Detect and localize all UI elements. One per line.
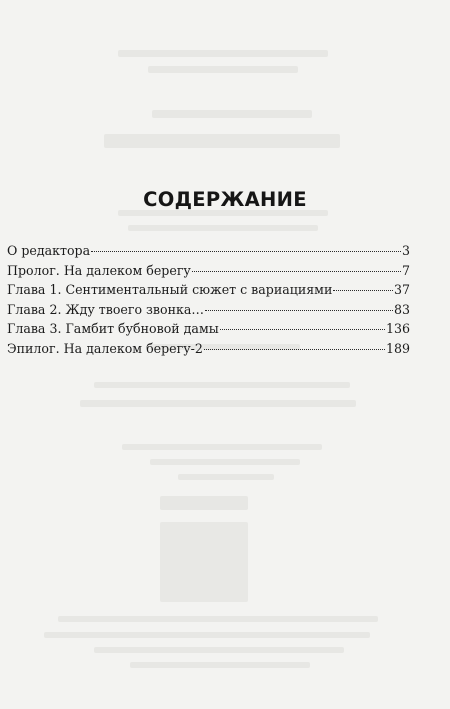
toc-entry — [7, 280, 410, 300]
toc-entry-label: Эпилог. На далеком берегу-2 — [7, 340, 203, 356]
toc-entry-label: Глава 1. Сентиментальный сюжет с вариациями — [7, 282, 333, 298]
toc-entry-page: 37 — [393, 282, 410, 298]
bleed-through-mark — [122, 444, 322, 450]
dot-leader — [204, 349, 385, 350]
toc-entry-page: 7 — [401, 262, 410, 278]
bleed-through-mark — [178, 474, 274, 480]
bleed-through-mark — [44, 632, 370, 638]
toc-entry — [7, 300, 410, 320]
toc-entry-page: 3 — [401, 243, 410, 258]
toc-entry-label: О редактора — [7, 243, 91, 258]
dot-leader — [205, 310, 393, 311]
toc-title: СОДЕРЖАНИЕ — [143, 188, 307, 211]
toc-entry-page: 136 — [385, 321, 410, 337]
bleed-through-mark — [94, 647, 344, 653]
toc-entry-page: 189 — [385, 340, 410, 356]
toc-entry-label: Пролог. На далеком берегу — [7, 262, 191, 278]
bleed-through-mark — [104, 134, 340, 148]
dot-leader — [333, 290, 393, 291]
dot-leader — [91, 251, 401, 252]
toc-entry-label: Глава 3. Гамбит бубновой дамы — [7, 321, 219, 337]
toc-entry — [7, 241, 410, 261]
bleed-through-mark — [128, 225, 318, 231]
bleed-through-mark — [94, 382, 350, 388]
bleed-through-mark — [130, 662, 310, 668]
dot-leader — [192, 271, 401, 272]
bleed-through-mark — [160, 522, 248, 602]
bleed-through-mark — [160, 496, 248, 510]
bleed-through-mark — [150, 459, 300, 465]
toc-entry — [7, 319, 410, 339]
toc-list — [7, 241, 410, 359]
toc-entry-label: Глава 2. Жду твоего звонка… — [7, 301, 204, 317]
toc-entry-page: 83 — [393, 301, 410, 317]
bleed-through-mark — [152, 110, 312, 118]
bleed-through-mark — [58, 616, 378, 622]
toc-entry — [7, 261, 410, 281]
toc-entry — [7, 339, 410, 359]
dot-leader — [220, 329, 385, 330]
bleed-through-mark — [118, 50, 328, 57]
bleed-through-mark — [148, 66, 298, 73]
bleed-through-mark — [80, 400, 356, 407]
